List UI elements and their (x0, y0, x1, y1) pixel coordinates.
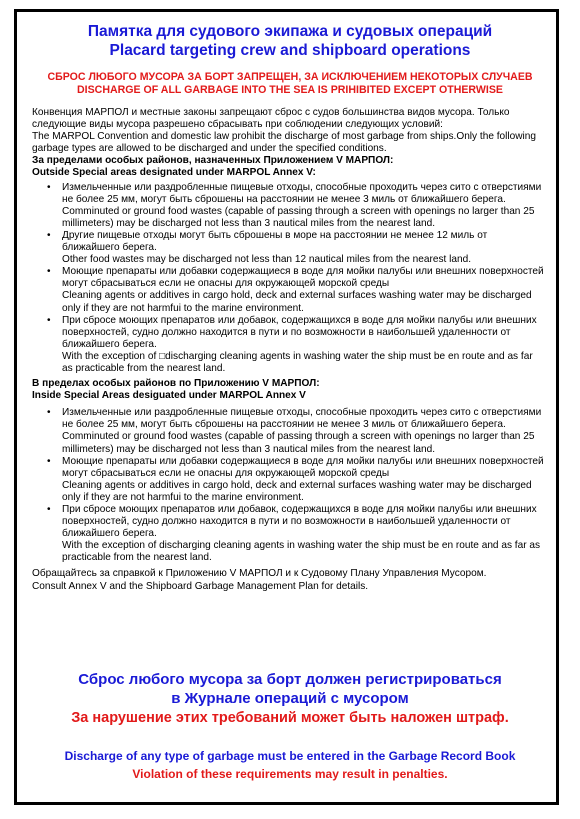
outside-heading-ru: За пределами особых районов, назначенных Приложением V МАРПОЛ: (32, 155, 394, 167)
record-ru-line1: Сброс любого мусора за борт должен регистрироваться (78, 671, 502, 688)
intro-en: The MARPOL Convention and domestic law prohibit the discharge of most garbage from ships.Only the following garbage types are allowed to be discharged and under the specified conditions. (32, 131, 537, 155)
record-en: Discharge of any type of garbage must be entered in the Garbage Record Book (64, 749, 516, 763)
bullet-icon: • (47, 229, 51, 241)
intro-ru: Конвенция МАРПОЛ и местные законы запрещают сброс с судов большинства видов мусора. Только следующие виды мусора разрешено сбрасывать при соблюдении следующих условий: (32, 107, 510, 131)
main-text (32, 107, 544, 593)
title-ru: Памятка для судового экипажа и судовых операций (87, 23, 493, 40)
list-item: • Измельченные или раздробленные пищевые отходы, способные проходить через сито с отверстиями не более 25 мм, могут быть сброшены на расстоянии не менее 3 миль от ближайшего берега. Comminuted or ground food wastes (capable of passing through a screen with openings no larger than 25 millimeters) may be discharged not less than 3 nautical miles from the nearest land. (47, 181, 542, 229)
inside-list (32, 407, 544, 564)
bullet-icon: • (47, 407, 51, 419)
bullet-icon: • (47, 266, 51, 278)
penalty-en: Violation of these requirements may result in penalties. (132, 767, 448, 781)
list-item: • Моющие препараты или добавки содержащиеся в воде для мойки палубы или внешних поверхностей могут сбрасываться если не опасны для окружающей морской среды Cleaning agents or additives in cargo hold, deck and external surfaces washing water may be discharged only if they are not harmfui to the marine environment. (47, 266, 544, 314)
list-item: • При сбросе моющих препаратов или добавок, содержащихся в воде для мойки палубы или внешних поверхностей, судно должно находится в пути и по возможности в наибольшей удаленности от ближайшего берега. With the exception of discharging cleaning agents in washing water the ship must be en route and as far as practicable from the nearest land. (47, 504, 541, 564)
consult-en: Consult Annex V and the Shipboard Garbage Management Plan for details. (32, 580, 369, 592)
list-item: • Моющие препараты или добавки содержащиеся в воде для мойки палубы или внешних поверхностей могут сбрасываться если не опасны для окружающей морской среды Cleaning agents or additives in cargo hold, deck and external surfaces washing water may be discharged only if they are not harmfui to the marine environment. (47, 455, 544, 503)
outside-heading-en: Outside Special areas designated under MARPOL Annex V: (32, 167, 316, 179)
bullet-icon: • (47, 181, 51, 193)
penalty-ru: За нарушение этих требований может быть наложен штраф. (71, 710, 509, 726)
record-ru-line2: в Журнале операций с мусором (171, 690, 409, 707)
inside-heading-en: Inside Special Areas desiguated under MARPOL Annex V (32, 390, 306, 402)
list-item: • Другие пищевые отходы могут быть сброшены в море на расстоянии не менее 12 миль от ближайшего берега. Other food wastes may be discharged not less than 12 nautical miles from the nearest land. (47, 229, 488, 266)
list-item: • Измельченные или раздробленные пищевые отходы, способные проходить через сито с отверстиями не более 25 мм, могут быть сброшены на расстоянии не менее 3 миль от ближайшего берега. Comminuted or ground food wastes (capable of passing through a screen with openings no larger than 25 millimeters) may be discharged not less than 3 nautical miles from the nearest land. (47, 407, 542, 455)
title-en: Placard targeting crew and shipboard operations (109, 42, 471, 59)
consult-ru: Обращайтесь за справкой к Приложению V МАРПОЛ и к Судовому Плану Управления Мусором. (32, 568, 487, 580)
outside-list (32, 182, 544, 376)
bullet-icon: • (47, 314, 51, 326)
list-item: • При сбросе моющих препаратов или добавок, содержащихся в воде для мойки палубы или внешних поверхностей, судно должно находится в пути и по возможности в наибольшей удаленности от ближайшего берега. With the exception of □discharging cleaning agents in washing water the ship must be en route and as far as practicable from the nearest land. (47, 314, 537, 374)
warning-ru: СБРОС ЛЮБОГО МУСОРА ЗА БОРТ ЗАПРЕЩЕН, ЗА ИСКЛЮЧЕНИЕМ НЕКОТОРЫХ СЛУЧАЕВ (47, 71, 533, 83)
bullet-icon: • (47, 504, 51, 515)
warning-en: DISCHARGE OF ALL GARBAGE INTO THE SEA IS PRIHIBITED EXCEPT OTHERWISE (77, 84, 503, 96)
inside-heading-ru: В пределах особых районов по Приложению V МАРПОЛ: (32, 378, 320, 390)
bullet-icon: • (47, 455, 51, 467)
